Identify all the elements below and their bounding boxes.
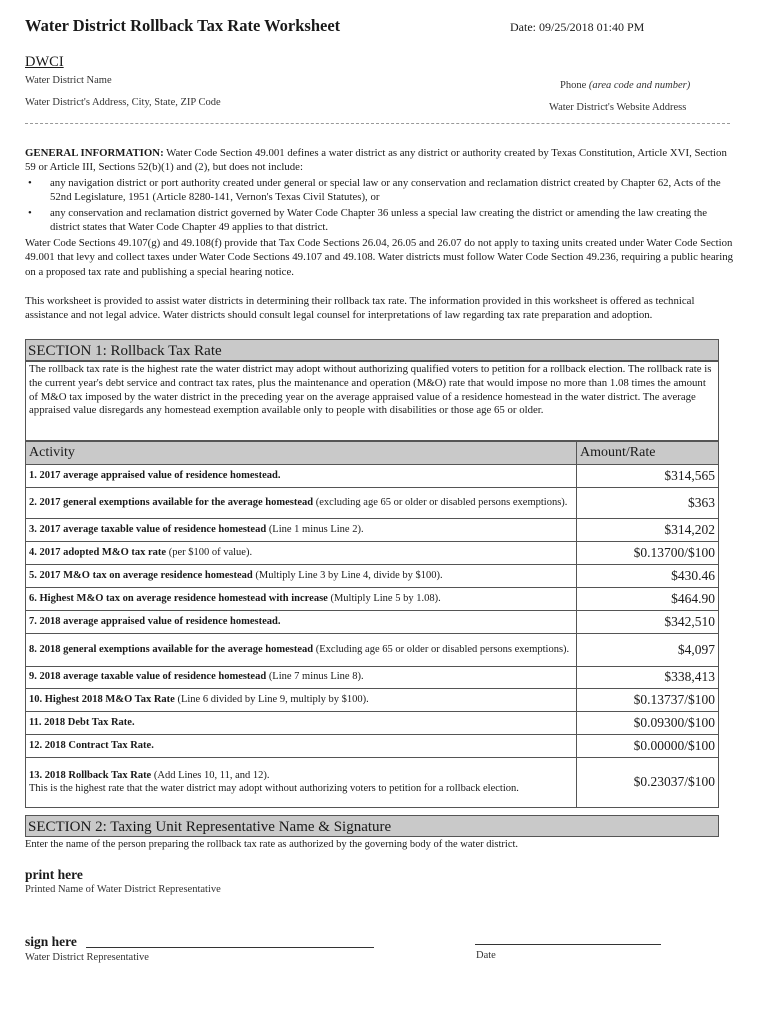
row-value: $464.90 (577, 588, 719, 611)
header-divider (25, 123, 730, 124)
table-row: 1. 2017 average appraised value of residence homestead. $314,565 (26, 465, 719, 488)
section1-header: SECTION 1: Rollback Tax Rate (25, 339, 719, 361)
bullet-icon: • (28, 177, 32, 189)
signature-line[interactable] (86, 947, 374, 948)
row-value: $0.09300/$100 (577, 712, 719, 735)
row-value: $430.46 (577, 565, 719, 588)
row-value: $314,202 (577, 519, 719, 542)
row-value: $4,097 (577, 634, 719, 667)
bullet-item: • any conservation and reclamation district governed by Water Code Chapter 36 unless a special law creating the district or amending the law creating the district states that Water Code Chapter 49 applies to that district. (28, 207, 708, 234)
phone-label: Phone (area code and number) (560, 80, 691, 91)
table-row: 4. 2017 adopted M&O tax rate (per $100 of value). $0.13700/$100 (26, 542, 719, 565)
row-value: $0.00000/$100 (577, 735, 719, 758)
row-value: $338,413 (577, 667, 719, 689)
representative-label: Water District Representative (25, 952, 149, 963)
district-name-label: Water District Name (25, 75, 112, 86)
row-value: $363 (577, 488, 719, 519)
col-amount: Amount/Rate (577, 442, 719, 465)
page-title: Water District Rollback Tax Rate Worksheet (25, 16, 341, 35)
row-value: $0.13700/$100 (577, 542, 719, 565)
table-row: 5. 2017 M&O tax on average residence homestead (Multiply Line 3 by Line 4, divide by $100). $430.46 (26, 565, 719, 588)
date-label: Date (476, 950, 496, 961)
sign-here-label: sign here (25, 934, 77, 949)
table-row: 12. 2018 Contract Tax Rate. $0.00000/$100 (26, 735, 719, 758)
bullet-item: • any navigation district or port authority created under general or special law or any conservation and reclamation district created by Chapter 62, Acts of the 52nd Legislature, 1951 (Article 8280-141, Vernon's Texas Civil Statutes), or (28, 177, 721, 204)
worksheet-purpose: This worksheet is provided to assist water districts in determining their rollback tax rate. The information provided in this worksheet is offered as technical assistance and not legal advice. Water districts should consult legal counsel for interpretations of law regarding tax rate preparation and adoption. (25, 295, 695, 322)
general-info-after: Water Code Sections 49.107(g) and 49.108(f) provide that Tax Code Sections 26.04, 26.05 and 26.07 do not apply to taxing units created under Water Code Section 49.001 that levy and collect taxes under Water Code Sections 49.107 and 49.108. Water districts must follow Water Code Section 49.236, requiring a public hearing on a proposed tax rate and publishing a special hearing notice. (25, 237, 734, 278)
table-row: 13. 2018 Rollback Tax Rate (Add Lines 10, 11, and 12). This is the highest rate that the water district may adopt without authorizing voters to petition for a rollback election. $0.23037/$100 (26, 758, 719, 808)
district-address-label: Water District's Address, City, State, ZIP Code (25, 97, 221, 108)
bullet-icon: • (28, 207, 32, 219)
row-value: $342,510 (577, 611, 719, 634)
section2-header: SECTION 2: Taxing Unit Representative Name & Signature (25, 815, 719, 837)
worksheet-table (25, 441, 719, 808)
rollback-note: This is the highest rate that the water district may adopt without authorizing voters to petition for a rollback election. (29, 782, 519, 794)
table-row: 8. 2018 general exemptions available for the average homestead (Excluding age 65 or older or disabled persons exemptions). $4,097 (26, 634, 719, 667)
table-header (26, 442, 719, 465)
row-value: $0.13737/$100 (577, 689, 719, 712)
table-row: 3. 2017 average taxable value of residence homestead (Line 1 minus Line 2). $314,202 (26, 519, 719, 542)
print-here-label: print here (25, 867, 83, 882)
website-label: Water District's Website Address (549, 102, 687, 113)
row-value: $314,565 (577, 465, 719, 488)
print-date: Date: 09/25/2018 01:40 PM (510, 20, 645, 34)
table-row: 11. 2018 Debt Tax Rate. $0.09300/$100 (26, 712, 719, 735)
table-row: 7. 2018 average appraised value of residence homestead. $342,510 (26, 611, 719, 634)
printed-name-label: Printed Name of Water District Representative (25, 884, 221, 895)
table-row: 6. Highest M&O tax on average residence homestead with increase (Multiply Line 5 by 1.08). $464.90 (26, 588, 719, 611)
rollback-rate-value: $0.23037/$100 (577, 758, 719, 808)
general-info-heading: GENERAL INFORMATION: (25, 147, 164, 159)
general-info: GENERAL INFORMATION: Water Code Section 49.001 defines a water district as any district or authority created by Texas Constitution, Article XVI, Section 59 or Article III, Sections 52(b)(1) and (2), but does not include: (25, 147, 727, 174)
district-name: DWCI (25, 54, 64, 70)
section2-description: Enter the name of the person preparing the rollback tax rate as authorized by the governing body of the water district. (25, 839, 519, 850)
date-line[interactable] (475, 944, 661, 945)
table-row: 2. 2017 general exemptions available for the average homestead (excluding age 65 or older or disabled persons exemptions). $363 (26, 488, 719, 519)
table-row: 9. 2018 average taxable value of residence homestead (Line 7 minus Line 8). $338,413 (26, 667, 719, 689)
table-row: 10. Highest 2018 M&O Tax Rate (Line 6 divided by Line 9, multiply by $100). $0.13737/$100 (26, 689, 719, 712)
section1-description: The rollback tax rate is the highest rate the water district may adopt without authorizing qualified voters to petition for a rollback election. The rollback rate is the current year's debt service and contract tax rates, plus the maintenance and operation (M&O) rate that would impose no more than 1.08 times the amount of M&O tax imposed by the water district in the preceding year on the average appraised value of a residence homestead in the water district. The average appraised value disregards any homestead exemption available only to people with disabilities or those age 65 or older. (25, 361, 719, 441)
col-activity: Activity (26, 442, 577, 465)
